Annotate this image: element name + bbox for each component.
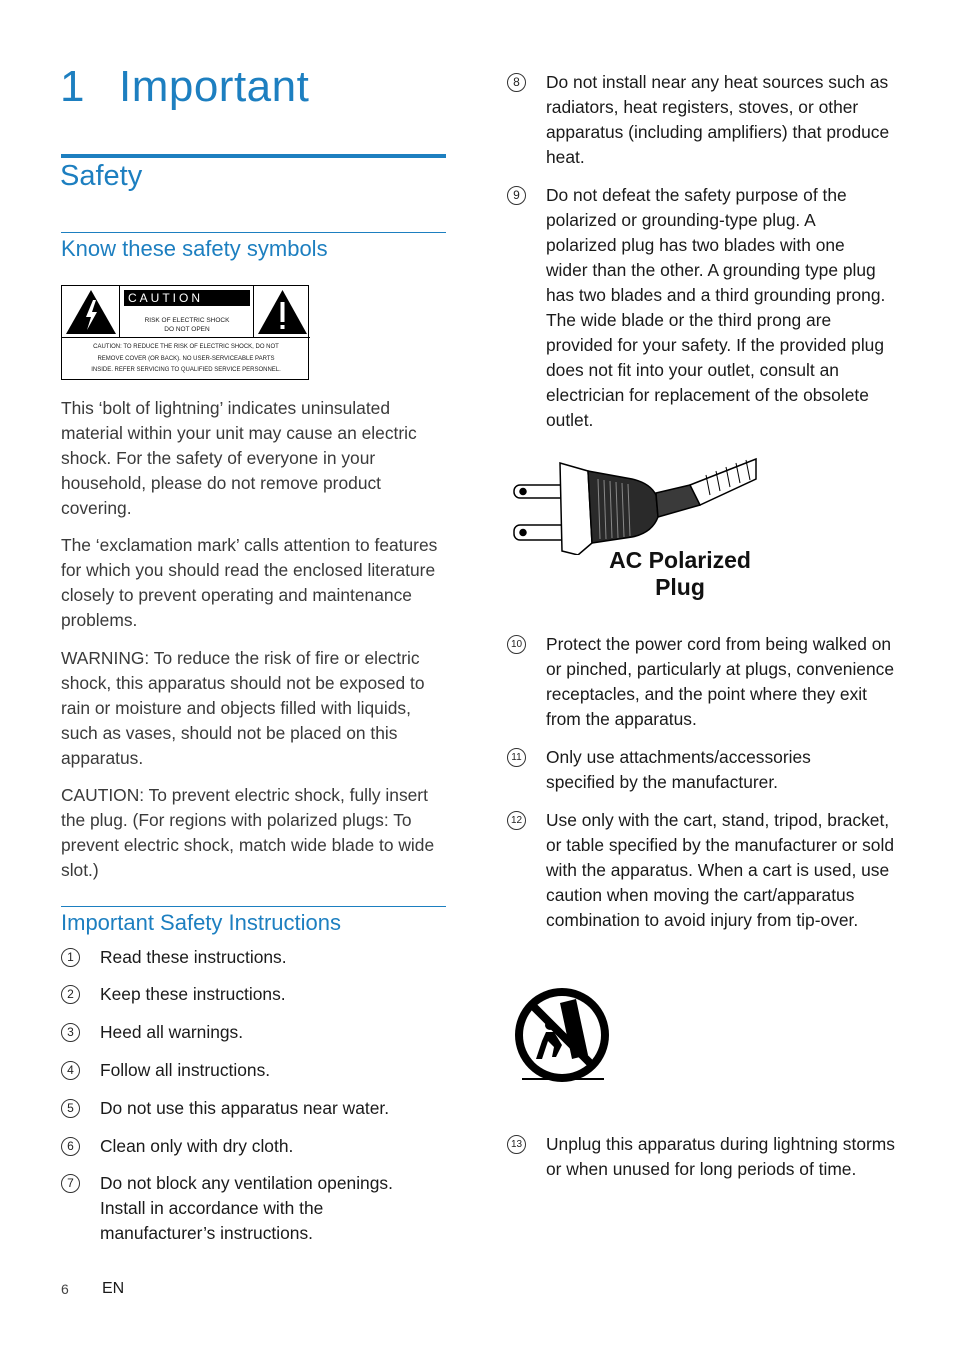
item-text: Do not use this apparatus near water. [100,1098,390,1118]
chapter-rule [61,154,446,158]
chapter-number: 1 [60,62,85,111]
item-number-badge: 9 [507,186,526,205]
item-number-badge: 3 [61,1023,80,1042]
paragraph-lightning: This ‘bolt of lightning’ indicates uninsulated material within your unit may cause an electric shock. For the safety of everyone in your household, please do not remove product covering. [61,398,417,518]
item-number-badge: 6 [61,1137,80,1156]
item-text: Read these instructions. [100,947,287,967]
plug-caption-line: AC Polarized [609,547,751,573]
item-number-badge: 11 [507,748,526,767]
lightning-warning-icon [62,286,120,337]
item-number-badge: 8 [507,73,526,92]
section-title: Safety [60,160,143,192]
ac-polarized-plug-icon [510,455,760,555]
item-number-badge: 12 [507,811,526,830]
item-text: Keep these instructions. [100,984,286,1004]
item-text: Use only with the cart, stand, tripod, bracket, or table specified by the manufacturer or sold with the apparatus. When a cart is used, use caution when moving the cart/apparatus combination to avoid injury from tip-over. [546,810,894,930]
item-text: Do not defeat the safety purpose of the polarized or grounding-type plug. A polarized plug has two blades with one wider than the other. A grounding type plug has two blades and a third grounding prong. The wide blade or the third prong are provided for your safety. If the provided plug does not fit into your outlet, consult an electrician for replacement of the obsolete outlet. [546,185,886,430]
cart-tipover-warning-icon [512,985,612,1085]
caution-bottom-line: REMOVE COVER (OR BACK). NO USER-SERVICEABLE PARTS [97,355,275,362]
item-text: Follow all instructions. [100,1060,271,1080]
paragraph-exclamation: The ‘exclamation mark’ calls attention to features for which you should read the enclosed literature closely to prevent operating and maintenance problems. [61,535,438,630]
item-number-badge: 13 [507,1135,526,1154]
plug-caption-line: Plug [655,574,705,600]
item-number-badge: 2 [61,985,80,1004]
item-text: Only use attachments/accessories specified by the manufacturer. [546,747,811,792]
caution-sub-line: DO NOT OPEN [164,326,210,333]
caution-subtext [122,316,252,334]
language-code: EN [102,1280,125,1297]
caution-label [61,285,309,380]
item-text: Do not install near any heat sources such as radiators, heat registers, stoves, or other apparatus (including amplifiers) that produce heat. [546,72,890,167]
item-text: Heed all warnings. [100,1022,244,1042]
caution-sub-line: RISK OF ELECTRIC SHOCK [144,317,230,324]
item-number-badge: 7 [61,1174,80,1193]
instructions-rule [61,906,446,907]
chapter-title-text: Important [118,62,310,111]
plug-caption [590,547,770,601]
item-text: Protect the power cord from being walked on or pinched, particularly at plugs, convenience receptacles, and the point where they exit from the apparatus. [546,634,895,729]
safety-symbols-heading: Know these safety symbols [61,236,328,261]
chapter-title [60,62,309,112]
exclamation-warning-icon [253,286,310,337]
item-number-badge: 4 [61,1061,80,1080]
item-text: Clean only with dry cloth. [100,1136,294,1156]
item-number-badge: 10 [507,635,526,654]
caution-header: CAUTION [124,290,250,306]
paragraph-caution: CAUTION: To prevent electric shock, fully insert the plug. (For regions with polarized plugs: To prevent electric shock, match wide blade to wide slot.) [61,785,435,880]
paragraph-warning: WARNING: To reduce the risk of fire or electric shock, this apparatus should not be exposed to rain or moisture and objects filled with liquids, such as vases, should not be placed on this apparatus. [61,648,425,768]
item-text: Do not block any ventilation openings. Install in accordance with the manufacturer’s instructions. [100,1173,393,1243]
item-number-badge: 1 [61,948,80,967]
instructions-heading: Important Safety Instructions [61,910,342,935]
section-rule [61,232,446,233]
page-number: 6 [61,1281,69,1297]
caution-bottom-text [62,342,310,377]
caution-bottom-line: CAUTION: TO REDUCE THE RISK OF ELECTRIC SHOCK, DO NOT [93,344,279,350]
item-text: Unplug this apparatus during lightning storms or when unused for long periods of time. [546,1134,895,1179]
item-number-badge: 5 [61,1099,80,1118]
caution-bottom-line: INSIDE. REFER SERVICING TO QUALIFIED SERVICE PERSONNEL. [91,367,281,373]
